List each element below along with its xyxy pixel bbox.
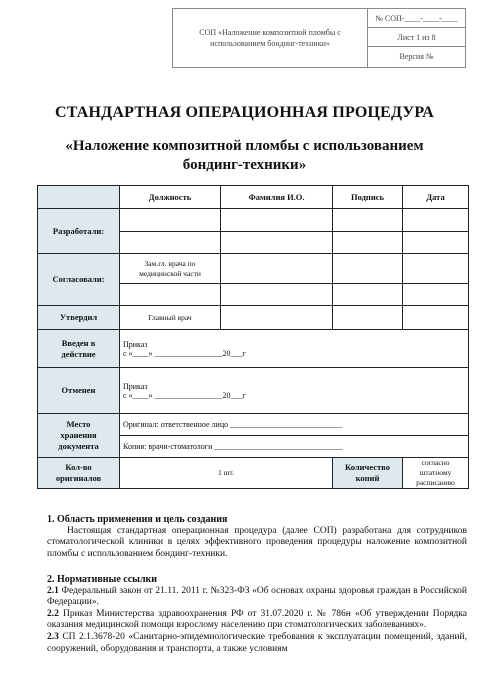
row-agreed-label: Согласовали: xyxy=(38,254,120,306)
originals-count-line2: оригиналов xyxy=(55,473,102,483)
table-cell xyxy=(333,232,403,254)
agreed-position xyxy=(120,254,221,284)
agreed-position-line1: Зам.гл. врача по xyxy=(144,258,196,268)
table-row xyxy=(38,414,469,436)
storage-line3: документа xyxy=(58,441,99,451)
reference-item xyxy=(47,609,467,632)
col-date: Дата xyxy=(403,186,469,209)
header-sop-title xyxy=(173,9,368,67)
copies-count-value xyxy=(403,458,469,489)
table-cell xyxy=(221,232,333,254)
introduced-order xyxy=(120,330,469,368)
section-heading: 2. Нормативные ссылки xyxy=(47,574,158,585)
table-cell xyxy=(403,284,469,306)
reference-text: СП 2.1.3678-20 «Санитарно-эпидемиологические требования к эксплуатации помещений, зданий, сооружений, оборудования и транспорта, а также условиям xyxy=(47,631,467,654)
header-meta xyxy=(368,9,465,67)
originals-count-label xyxy=(38,458,120,489)
approval-table xyxy=(37,185,469,489)
storage-copy: Копия: врачи-стоматологи ________________________________ xyxy=(120,436,469,458)
table-row xyxy=(38,186,469,209)
subtitle-line1: «Наложение композитной пломбы с использованием xyxy=(65,138,424,154)
section-references xyxy=(47,574,467,655)
table-row xyxy=(38,458,469,489)
introduced-line2: действие xyxy=(61,348,96,359)
header-version: Версия № xyxy=(399,52,434,61)
table-row xyxy=(38,368,469,414)
reference-number: 2.2 xyxy=(47,608,59,619)
header-sheet: Лист 1 из 8 xyxy=(368,28,465,47)
table-cell xyxy=(221,306,333,330)
storage-original: Оригинал: ответственное лицо ____________________________ xyxy=(120,414,469,436)
table-cell xyxy=(221,209,333,232)
copies-count-value-line2: расписанию xyxy=(416,478,455,487)
agreed-position-line2: медицинской части xyxy=(139,268,201,278)
page-subtitle xyxy=(0,137,489,175)
col-position: Должность xyxy=(120,186,221,209)
page-title: СТАНДАРТНАЯ ОПЕРАЦИОННАЯ ПРОЦЕДУРА xyxy=(54,104,435,121)
reference-text: Федеральный закон от 21.11. 2011 г. №323-ФЗ «Об основах охраны здоровья граждан в Российской Федерации». xyxy=(47,585,467,608)
reference-text: Приказ Министерства здравоохранения РФ от 31.07.2020 г. № 786н «Об утверждении Порядка оказания медицинской помощи взрослому населению при стоматологических заболеваниях». xyxy=(47,608,467,631)
section-scope xyxy=(47,514,467,560)
copies-count-value-line1: согласно штатному xyxy=(419,458,452,477)
approved-position: Главный врач xyxy=(120,306,221,330)
row-approved-label: Утвердил xyxy=(38,306,120,330)
table-cell xyxy=(403,306,469,330)
table-cell xyxy=(403,254,469,284)
section-text: Настоящая стандартная операционная процедура (далее СОП) разработана для сотрудников стоматологической клиники в целях эффективного проведения процедуры наложение композитной пломбы с использованием бондинг-техники. xyxy=(47,525,467,559)
table-row xyxy=(38,330,469,368)
introduced-line1: Введен в xyxy=(61,337,96,348)
table-cell xyxy=(120,284,221,306)
reference-number: 2.3 xyxy=(47,631,59,642)
header-title-line2: использованием бондинг-техники» xyxy=(210,39,330,48)
copies-count-label xyxy=(333,458,403,489)
table-cell xyxy=(221,254,333,284)
reference-number: 2.1 xyxy=(47,585,59,596)
copies-count-line1: Количество xyxy=(345,462,390,472)
table-cell xyxy=(403,232,469,254)
row-developed-label: Разработали: xyxy=(38,209,120,254)
storage-line1: Место xyxy=(66,419,91,429)
row-storage-label xyxy=(38,414,120,458)
subtitle-line2: бондинг-техники» xyxy=(182,157,307,173)
row-introduced-label xyxy=(38,330,120,368)
table-cell xyxy=(333,306,403,330)
originals-count-value: 1 шт. xyxy=(120,458,333,489)
introduced-order-label: Приказ xyxy=(123,339,148,349)
corner-cell xyxy=(38,186,120,209)
row-cancelled-label: Отменен xyxy=(38,368,120,414)
section-heading: 1. Область применения и цель создания xyxy=(47,514,228,525)
header-title-line1: СОП «Наложение композитной пломбы с xyxy=(199,28,341,37)
table-cell xyxy=(120,209,221,232)
table-cell xyxy=(221,284,333,306)
cancelled-order xyxy=(120,368,469,414)
table-cell xyxy=(333,254,403,284)
document-header xyxy=(172,8,466,68)
copies-count-line2: копий xyxy=(355,473,380,483)
table-cell xyxy=(120,232,221,254)
table-row xyxy=(38,254,469,284)
table-row xyxy=(38,306,469,330)
table-cell xyxy=(333,284,403,306)
reference-item xyxy=(47,586,467,609)
storage-line2: хранения xyxy=(60,430,97,440)
table-cell xyxy=(403,209,469,232)
reference-item xyxy=(47,632,467,655)
table-row xyxy=(38,209,469,232)
header-sop-number: № СОП-____-____-____ xyxy=(368,9,465,28)
introduced-order-line: с «____» _________________20___г xyxy=(123,348,246,358)
col-name: Фамилия И.О. xyxy=(221,186,333,209)
table-cell xyxy=(333,209,403,232)
col-signature: Подпись xyxy=(333,186,403,209)
originals-count-line1: Кол-во xyxy=(65,462,92,472)
cancelled-order-line: с «____» _________________20___г xyxy=(123,390,246,400)
cancelled-order-label: Приказ xyxy=(123,381,148,391)
